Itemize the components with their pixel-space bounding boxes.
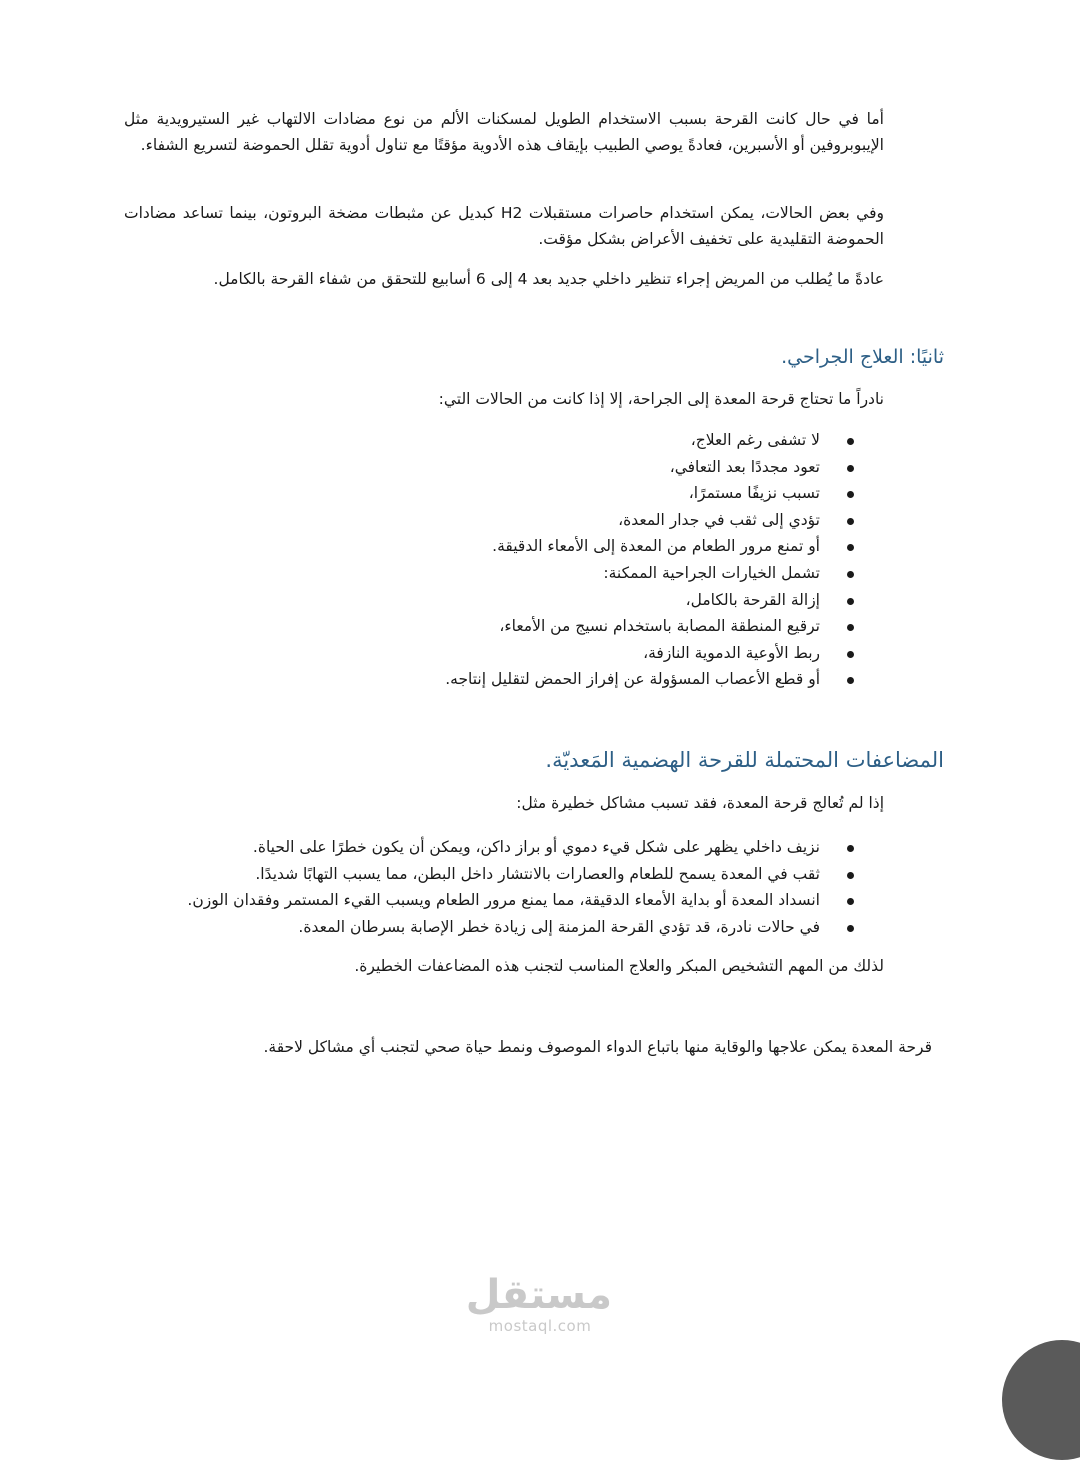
watermark-domain: mostaql.com — [488, 1317, 592, 1335]
list-item: تشمل الخيارات الجراحية الممكنة: — [445, 560, 854, 587]
surgery-bullet-list — [445, 427, 854, 693]
list-item: لا تشفى رغم العلاج، — [445, 427, 854, 454]
bullet-icon — [847, 571, 854, 578]
bullet-icon — [847, 438, 854, 445]
bullet-icon — [847, 872, 854, 879]
list-item: أو قطع الأعصاب المسؤولة عن إفراز الحمض لتقليل إنتاجه. — [445, 666, 854, 693]
list-item: ربط الأوعية الدموية النازفة، — [445, 640, 854, 667]
paragraph-h2-blockers: وفي بعض الحالات، يمكن استخدام حاصرات مستقبلات H2 كبديل عن مثبطات مضخة البروتون، بينما تساعد مضادات الحموضة التقليدية على تخفيف الأعراض بشكل مؤقت. — [124, 204, 884, 248]
bullet-icon — [847, 598, 854, 605]
paragraph-nsaid-ulcer: أما في حال كانت القرحة بسبب الاستخدام الطويل لمسكنات الألم من نوع مضادات الالتهاب غير الستيرويدية مثل الإيبوبروفين أو الأسبرين، فعادةً يوصي الطبيب بإيقاف هذه الأدوية مؤقتًا مع تناول أدوية تقلل الحموضة لتسريع الشفاء. — [124, 110, 884, 154]
bullet-icon — [847, 544, 854, 551]
bullet-icon — [847, 624, 854, 631]
bullet-icon — [847, 925, 854, 932]
bullet-icon — [847, 651, 854, 658]
list-item: إزالة القرحة بالكامل، — [445, 587, 854, 614]
list-item: تعود مجددًا بعد التعافي، — [445, 454, 854, 481]
complications-bullet-list — [187, 834, 854, 940]
list-item: ثقب في المعدة يسمح للطعام والعصارات بالانتشار داخل البطن، مما يسبب التهابًا شديدًا. — [187, 861, 854, 888]
bullet-icon — [847, 845, 854, 852]
bullet-icon — [847, 898, 854, 905]
surgery-intro: نادراً ما تحتاج قرحة المعدة إلى الجراحة، إلا إذا كانت من الحالات التي: — [438, 390, 884, 408]
page-corner-decoration — [1002, 1340, 1080, 1460]
heading-surgical-treatment: ثانيًا: العلاج الجراحي. — [781, 346, 944, 368]
watermark-logo: مستقل — [465, 1272, 612, 1318]
conclusion-paragraph: قرحة المعدة يمكن علاجها والوقاية منها باتباع الدواء الموصوف ونمط حياة صحي لتجنب أي مشاكل لاحقة. — [263, 1038, 932, 1056]
list-item: في حالات نادرة، قد تؤدي القرحة المزمنة إلى زيادة خطر الإصابة بسرطان المعدة. — [187, 914, 854, 941]
bullet-icon — [847, 677, 854, 684]
bullet-icon — [847, 518, 854, 525]
list-item: ترقيع المنطقة المصابة باستخدام نسيج من الأمعاء، — [445, 613, 854, 640]
paragraph-follow-up-endoscopy: عادةً ما يُطلب من المريض إجراء تنظير داخلي جديد بعد 4 إلى 6 أسابيع للتحقق من شفاء القرحة بالكامل. — [213, 270, 884, 288]
list-item: نزيف داخلي يظهر على شكل قيء دموي أو براز داكن، ويمكن أن يكون خطرًا على الحياة. — [187, 834, 854, 861]
bullet-icon — [847, 465, 854, 472]
list-item: أو تمنع مرور الطعام من المعدة إلى الأمعاء الدقيقة. — [445, 533, 854, 560]
complications-closing: لذلك من المهم التشخيص المبكر والعلاج المناسب لتجنب هذه المضاعفات الخطيرة. — [354, 957, 884, 975]
bullet-icon — [847, 491, 854, 498]
complications-intro: إذا لم تُعالج قرحة المعدة، فقد تسبب مشاكل خطيرة مثل: — [516, 794, 884, 812]
list-item: انسداد المعدة أو بداية الأمعاء الدقيقة، مما يمنع مرور الطعام ويسبب القيء المستمر وفقدان الوزن. — [187, 887, 854, 914]
list-item: تسبب نزيفًا مستمرًا، — [445, 480, 854, 507]
mostaql-watermark — [465, 1272, 612, 1335]
list-item: تؤدي إلى ثقب في جدار المعدة، — [445, 507, 854, 534]
heading-complications: المضاعفات المحتملة للقرحة الهضمية المَعديّة. — [545, 748, 944, 772]
